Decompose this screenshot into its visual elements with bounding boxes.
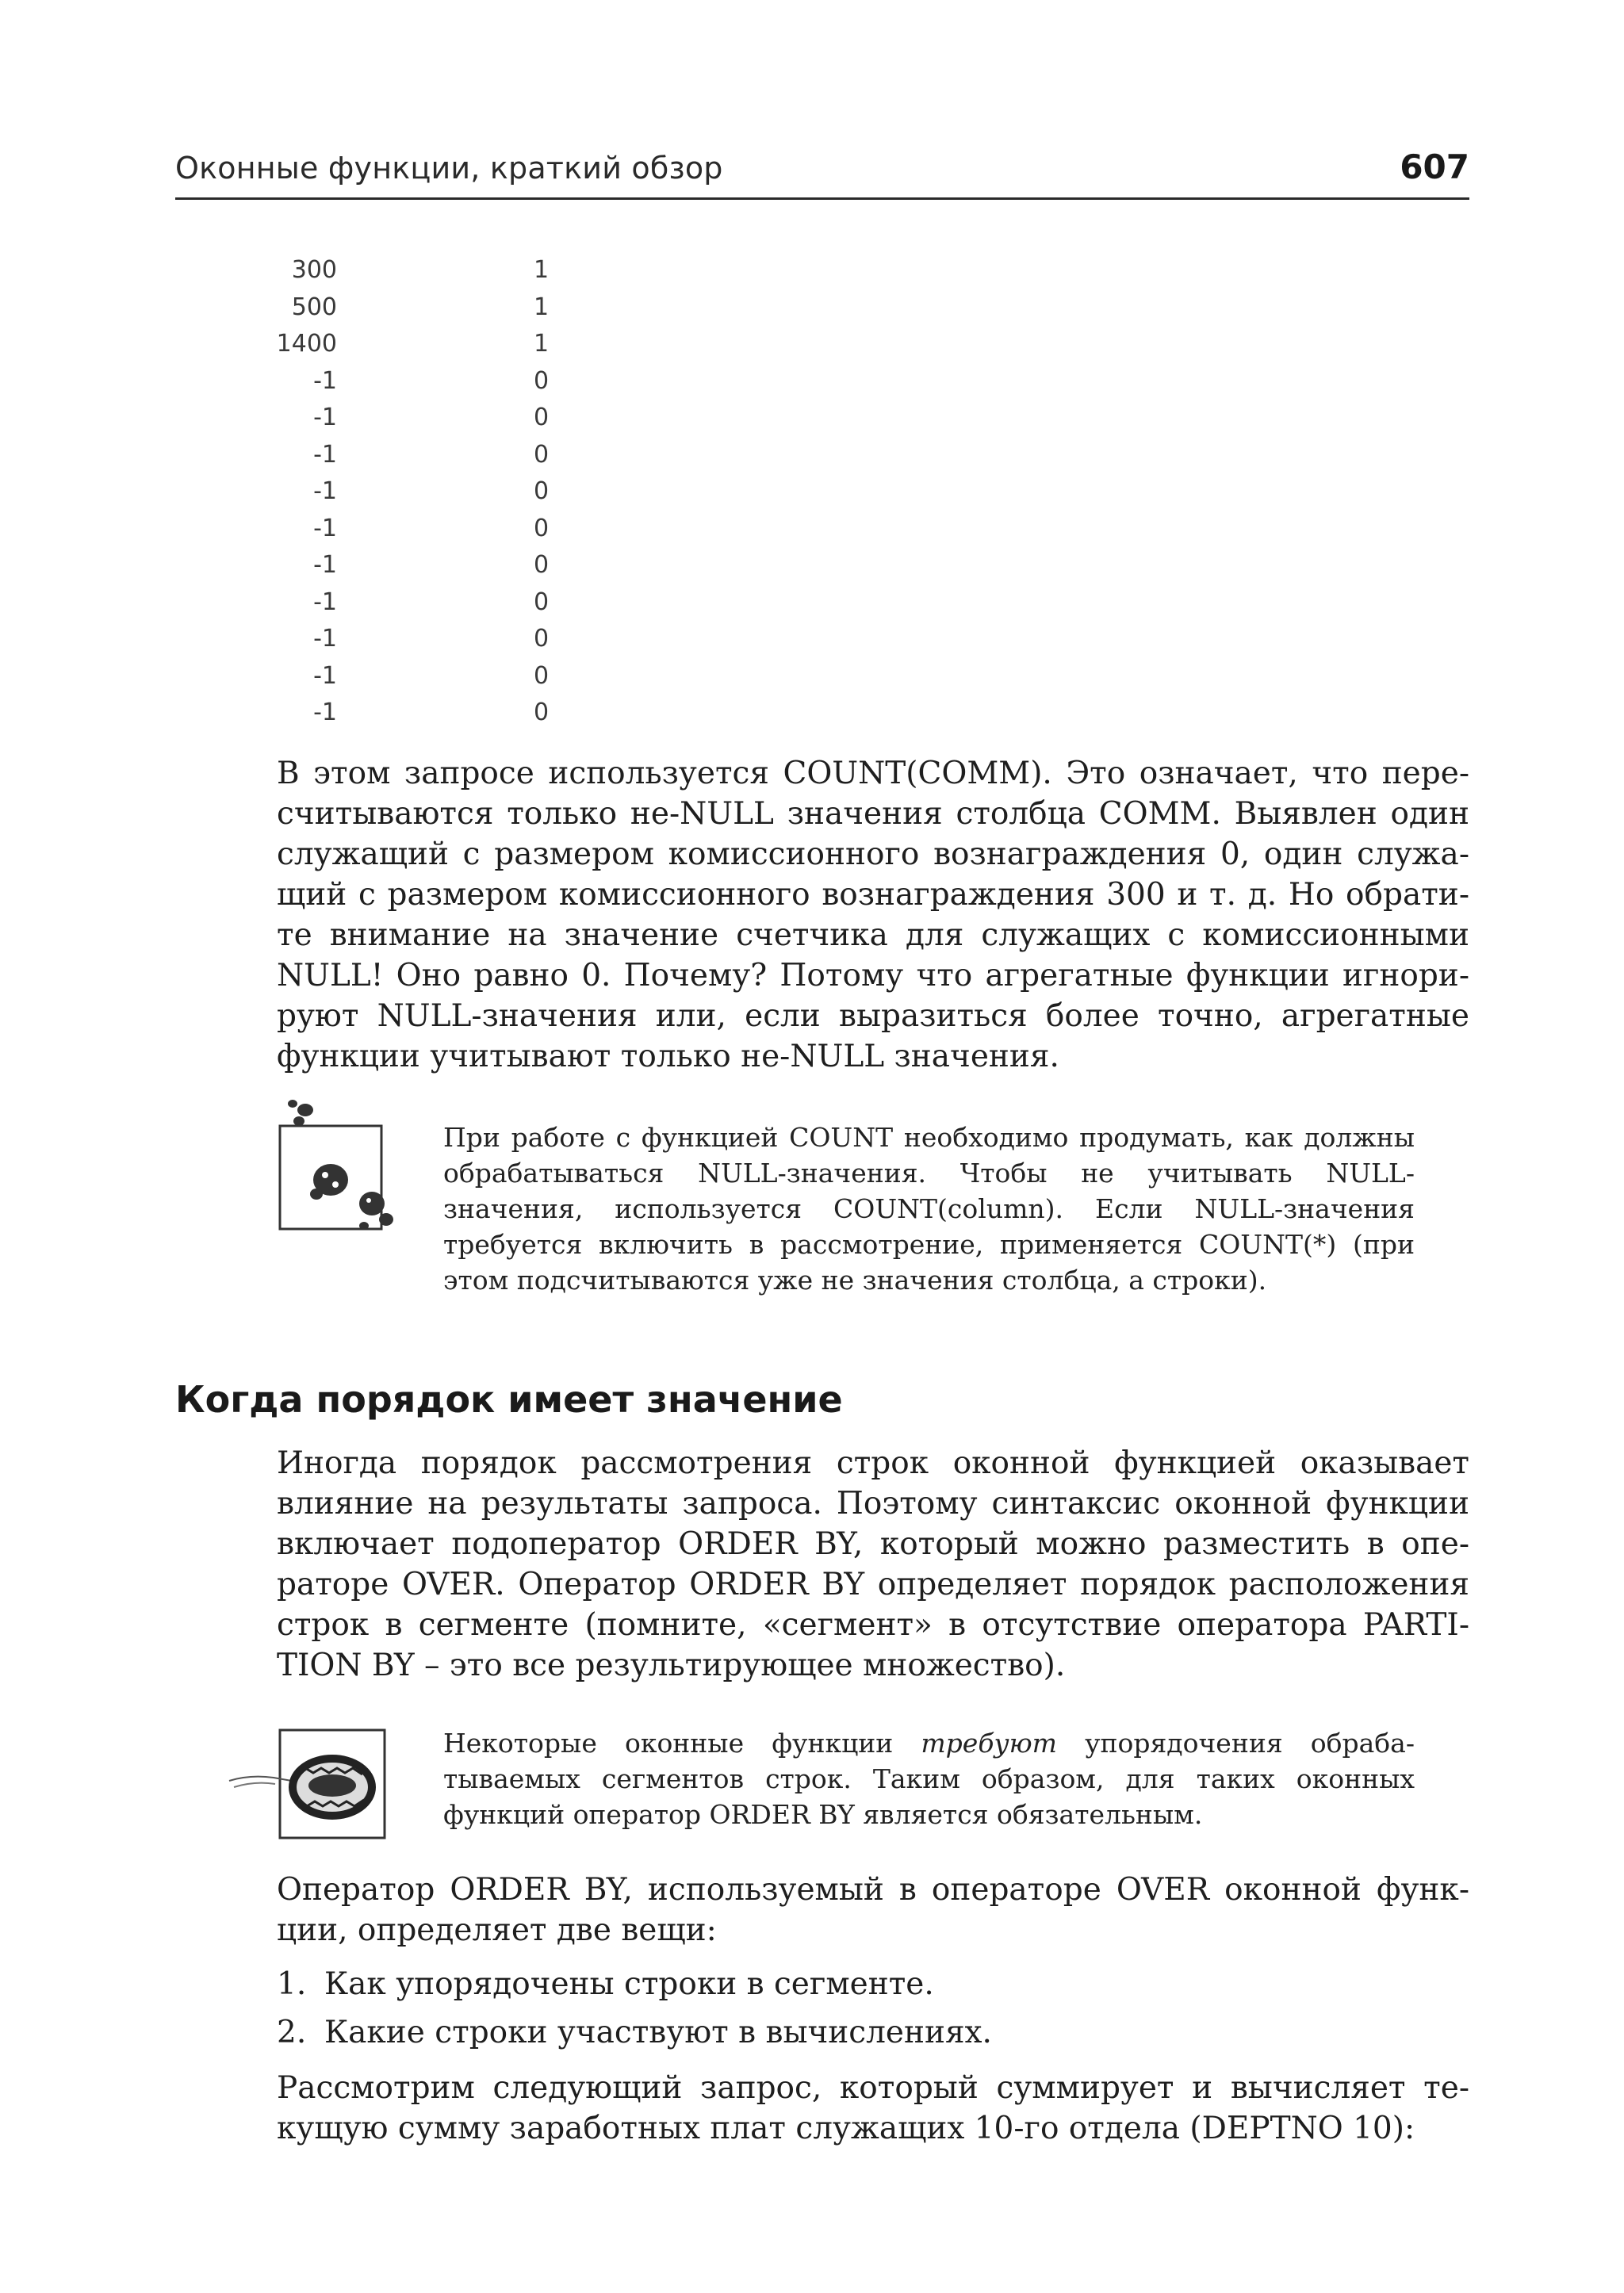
result-count-value: 0 xyxy=(534,661,550,690)
result-comm-value: -1 xyxy=(313,625,337,653)
list-item xyxy=(277,1964,934,2004)
warning-note-emphasis: требуют xyxy=(921,1728,1057,1759)
result-count-value: 0 xyxy=(534,514,550,542)
result-count-value: 0 xyxy=(534,366,550,395)
list-item-number: 1. xyxy=(277,1966,307,2002)
result-comm-value: 1400 xyxy=(276,330,337,358)
warning-note-before: Некоторые оконные функции xyxy=(443,1728,921,1759)
list-item xyxy=(277,2012,992,2053)
paragraph-running-sum: Рассмотрим следующий запрос, который суммирует и вычисляет текущую сумму заработных плат служащих 10-го отдела (DEPTNO 10): xyxy=(277,2070,1469,2146)
section-heading: Когда порядок имеет значение xyxy=(175,1378,843,1421)
result-comm-value: -1 xyxy=(313,551,337,579)
warning-note xyxy=(443,1725,1415,1832)
result-comm-value: -1 xyxy=(313,588,337,616)
result-count-value: 0 xyxy=(534,588,550,616)
warning-trap-icon xyxy=(226,1725,396,1844)
result-comm-value: -1 xyxy=(313,440,337,469)
header-divider xyxy=(175,197,1469,200)
list-item-text: Какие строки участвуют в вычислениях. xyxy=(324,2015,992,2050)
result-comm-value: -1 xyxy=(313,366,337,395)
warning-note-after: упорядочения обрабатываемых сегментов строк. Таким образом, для таких оконных функций оператор ORDER BY является обязательным. xyxy=(443,1728,1415,1830)
paragraph-count-comm: В этом запросе используется COUNT(COMM). Это означает, что пересчитываются только не-NULL значения столбца COMM. Выявлен один служащий с размером комиссионного вознаграждения 0, один служащий с размером комиссионного вознаграждения 300 и т. д. Но обратите внимание на значение счетчика для служащих с комиссионными NULL! Оно равно 0. Почему? Потому что агрегатные функции игнорируют NULL-значения или, если выразиться более точно, агрегатные функции учитывают только не-NULL значения. xyxy=(277,756,1469,1074)
result-count-value: 0 xyxy=(534,440,550,469)
header-title: Оконные функции, краткий обзор xyxy=(175,151,723,186)
tip-icon xyxy=(275,1093,402,1243)
result-count-value: 0 xyxy=(534,477,550,505)
result-count-value: 1 xyxy=(534,256,550,284)
result-comm-value: -1 xyxy=(313,699,337,726)
list-item-number: 2. xyxy=(277,2015,307,2050)
result-count-value: 0 xyxy=(534,551,550,579)
result-count-value: 1 xyxy=(534,330,550,358)
list-item-text: Как упорядочены строки в сегменте. xyxy=(324,1966,934,2002)
result-comm-value: -1 xyxy=(313,661,337,690)
tip-note: При работе с функцией COUNT необходимо продумать, как должны обрабатываться NULL-значения. Чтобы не учитывать NULL-значения, используется COUNT(column). Если NULL-значения требуется включить в рассмотрение, применяется COUNT(*) (при этом подсчитываются уже не значения столбца, а строки). xyxy=(443,1122,1415,1296)
result-comm-value: -1 xyxy=(313,514,337,542)
result-comm-value: -1 xyxy=(313,404,337,431)
result-comm-value: -1 xyxy=(313,477,337,505)
result-comm-value: 300 xyxy=(291,256,337,284)
result-count-value: 0 xyxy=(534,699,550,726)
paragraph-order-by-defines: Оператор ORDER BY, используемый в операторе OVER оконной функции, определяет две вещи: xyxy=(277,1872,1469,1948)
result-count-value: 0 xyxy=(534,625,550,653)
result-count-value: 0 xyxy=(534,404,550,431)
paragraph-order-matters: Иногда порядок рассмотрения строк оконной функцией оказывает влияние на результаты запроса. Поэтому синтаксис оконной функции включает подоператор ORDER BY, который можно разместить в операторе OVER. Оператор ORDER BY определяет порядок расположения строк в сегменте (помните, «сегмент» в отсутствие оператора PARTITION BY – это все результирующее множество). xyxy=(277,1445,1469,1683)
page-number: 607 xyxy=(1400,147,1469,186)
result-count-value: 1 xyxy=(534,293,550,321)
result-comm-value: 500 xyxy=(291,293,337,321)
